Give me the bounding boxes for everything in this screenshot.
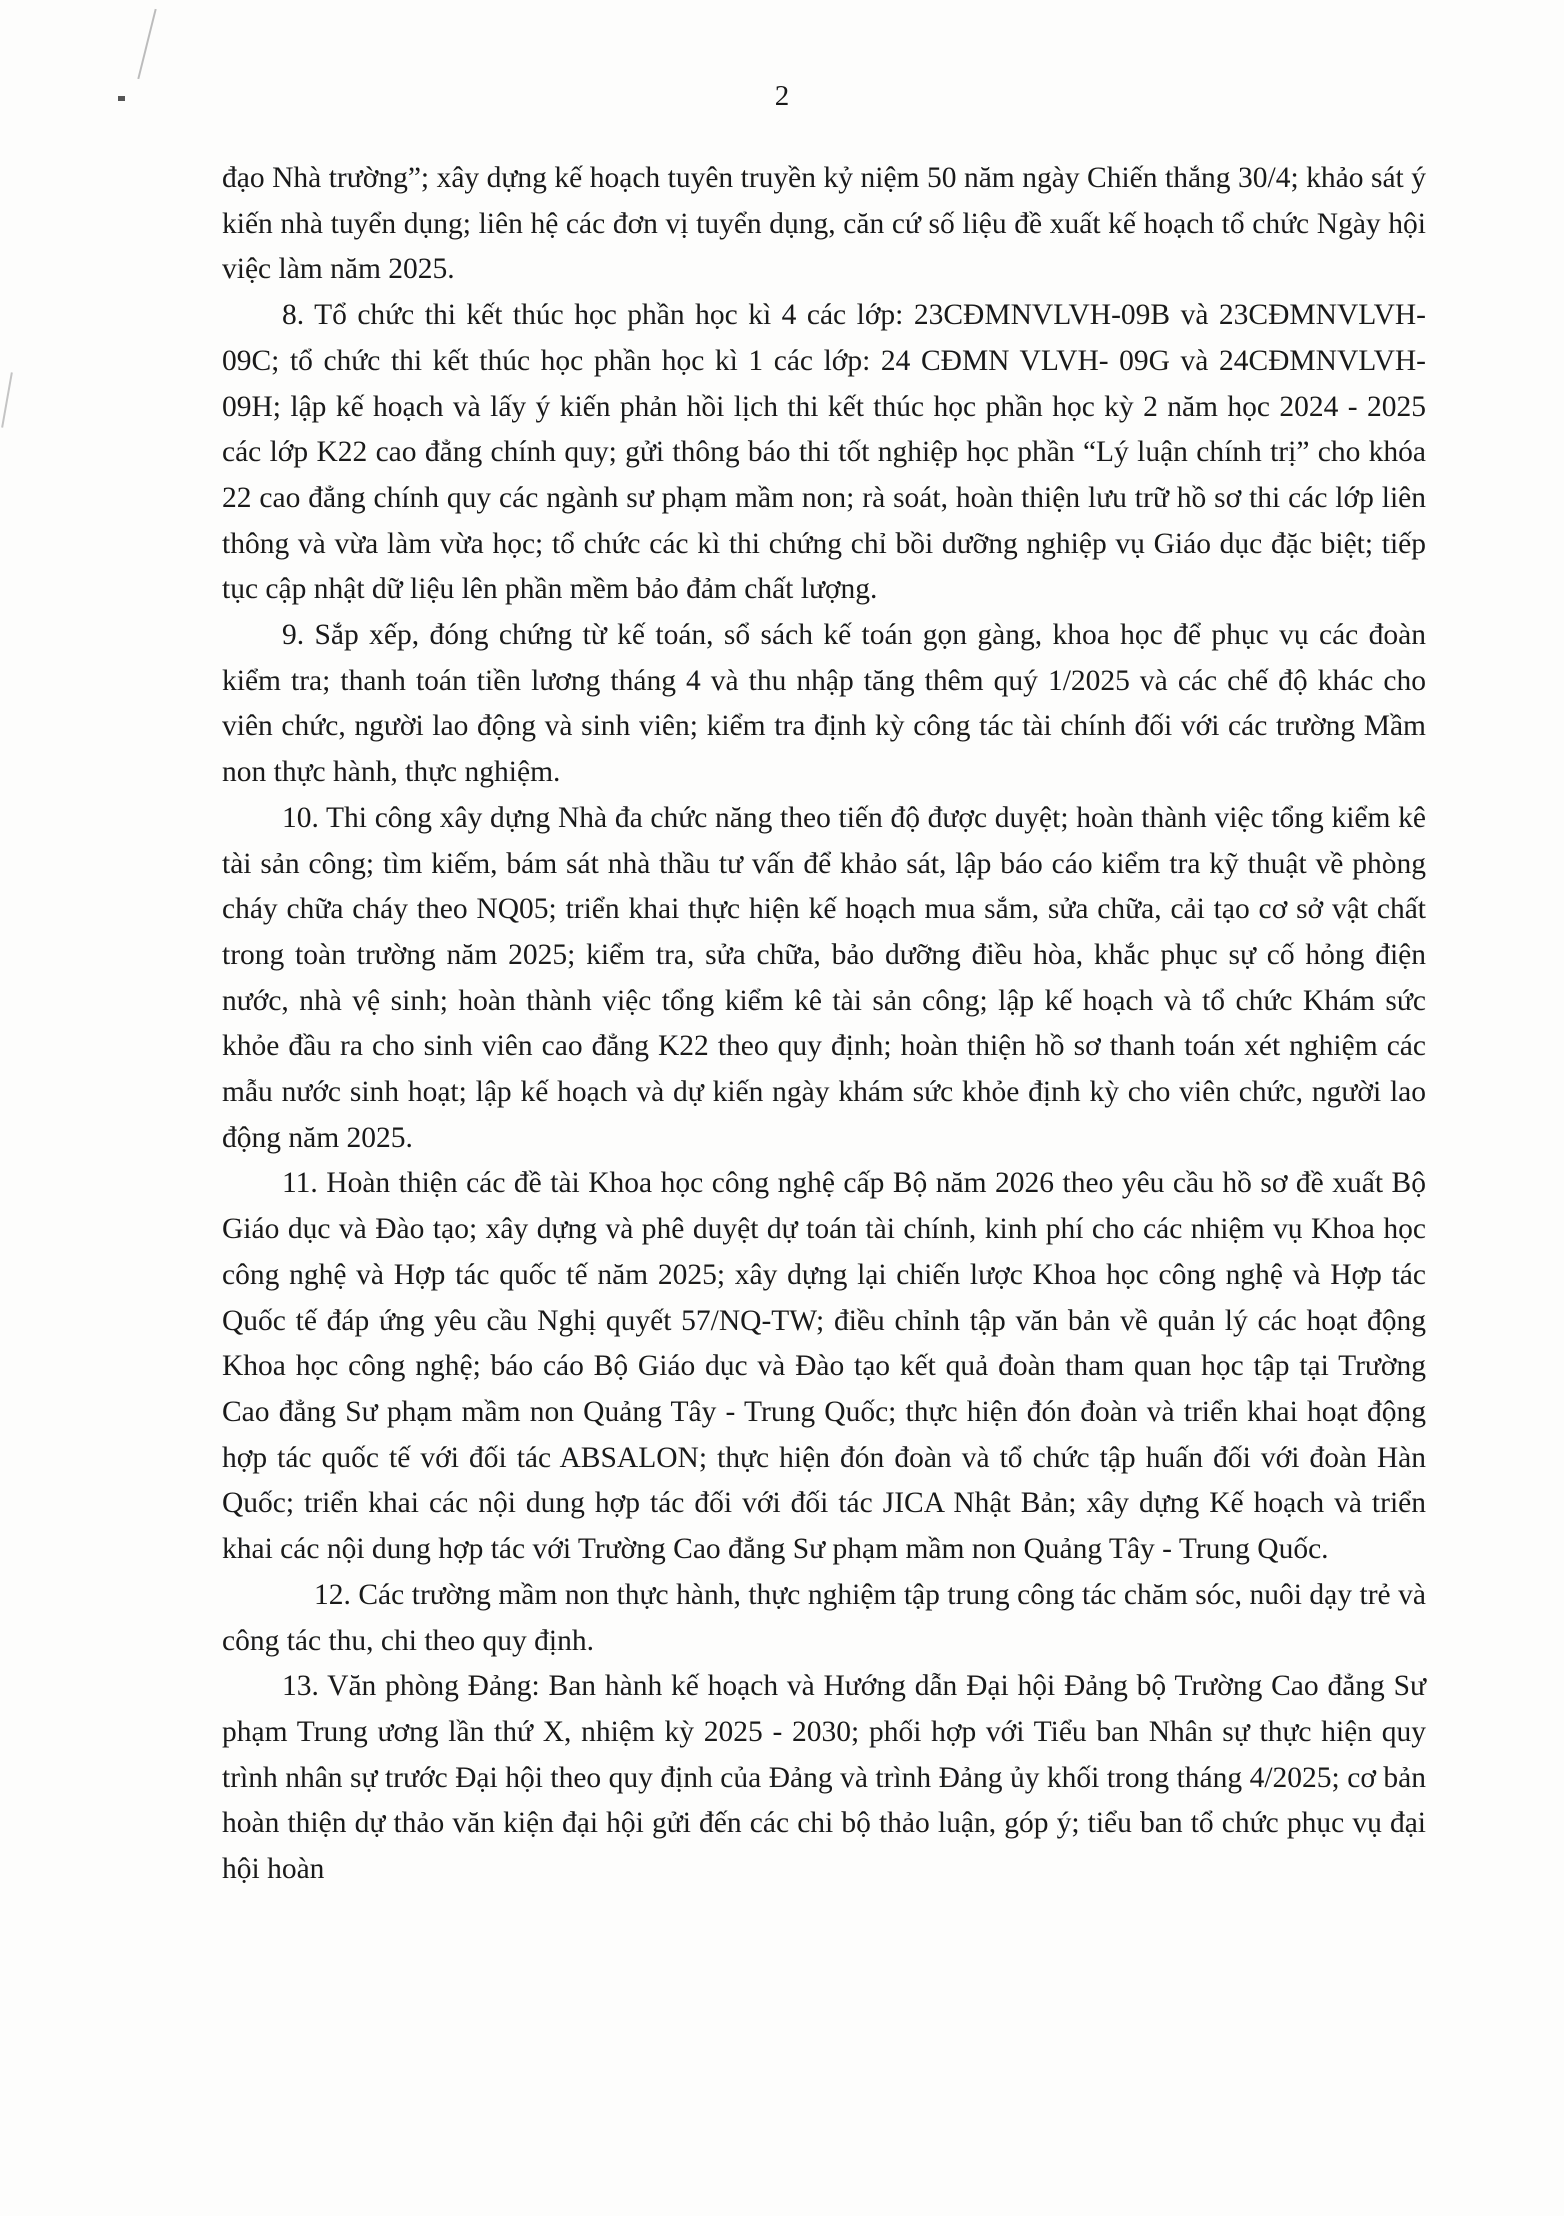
paragraph-item-8: 8. Tổ chức thi kết thúc học phần học kì 4 các lớp: 23CĐMNVLVH-09B và 23CĐMNVLVH-09C; tổ chức thi kết thúc học phần học kì 1 các lớp: 24 CĐMN VLVH- 09G và 24CĐMNVLVH-09H; lập kế hoạch và lấy ý kiến phản hồi lịch thi kết thúc học phần học kỳ 2 năm học 2024 - 2025 các lớp K22 cao đẳng chính quy; gửi thông báo thi tốt nghiệp học phần “Lý luận chính trị” cho khóa 22 cao đẳng chính quy các ngành sư phạm mầm non; rà soát, hoàn thiện lưu trữ hồ sơ thi các lớp liên thông và vừa làm vừa học; tổ chức các kì thi chứng chỉ bồi dưỡng nghiệp vụ Giáo dục đặc biệt; tiếp tục cập nhật dữ liệu lên phần mềm bảo đảm chất lượng.	[222, 299, 1426, 606]
paragraph-item-10: 10. Thi công xây dựng Nhà đa chức năng theo tiến độ được duyệt; hoàn thành việc tổng kiểm kê tài sản công; tìm kiếm, bám sát nhà thầu tư vấn để khảo sát, lập báo cáo kiểm tra kỹ thuật về phòng cháy chữa cháy theo NQ05; triển khai thực hiện kế hoạch mua sắm, sửa chữa, cải tạo cơ sở vật chất trong toàn trường năm 2025; kiểm tra, sửa chữa, bảo dưỡng điều hòa, khắc phục sự cố hỏng điện nước, nhà vệ sinh; hoàn thành việc tổng kiểm kê tài sản công; lập kế hoạch và tổ chức Khám sức khỏe đầu ra cho sinh viên cao đẳng K22 theo quy định; hoàn thiện hồ sơ thanh toán xét nghiệm các mẫu nước sinh hoạt; lập kế hoạch và dự kiến ngày khám sức khỏe định kỳ cho viên chức, người lao động năm 2025.	[222, 801, 1426, 1154]
scan-artifact	[1, 372, 13, 427]
paragraph-item-9: 9. Sắp xếp, đóng chứng từ kế toán, sổ sách kế toán gọn gàng, khoa học để phục vụ các đoàn kiểm tra; thanh toán tiền lương tháng 4 và thu nhập tăng thêm quý 1/2025 và các chế độ khác cho viên chức, người lao động và sinh viên; kiểm tra định kỳ công tác tài chính đối với các trường Mầm non thực hành, thực nghiệm.	[222, 619, 1426, 789]
scan-artifact	[137, 9, 156, 79]
paragraph-item-13: 13. Văn phòng Đảng: Ban hành kế hoạch và Hướng dẫn Đại hội Đảng bộ Trường Cao đẳng Sư phạm Trung ương lần thứ X, nhiệm kỳ 2025 - 2030; phối hợp với Tiểu ban Nhân sự thực hiện quy trình nhân sự trước Đại hội theo quy định của Đảng và trình Đảng ủy khối trong tháng 4/2025; cơ bản hoàn thiện dự thảo văn kiện đại hội gửi đến các chi bộ thảo luận, góp ý; tiểu ban tổ chức phục vụ đại hội hoàn	[222, 1670, 1426, 1886]
paragraph-item-11: 11. Hoàn thiện các đề tài Khoa học công nghệ cấp Bộ năm 2026 theo yêu cầu hồ sơ đề xuất Bộ Giáo dục và Đào tạo; xây dựng và phê duyệt dự toán tài chính, kinh phí cho các nhiệm vụ Khoa học công nghệ và Hợp tác quốc tế năm 2025; xây dựng lại chiến lược Khoa học công nghệ và Hợp tác Quốc tế đáp ứng yêu cầu Nghị quyết 57/NQ-TW; điều chỉnh tập văn bản về quản lý các hoạt động Khoa học công nghệ; báo cáo Bộ Giáo dục và Đào tạo kết quả đoàn tham quan học tập tại Trường Cao đẳng Sư phạm mầm non Quảng Tây - Trung Quốc; thực hiện đón đoàn và triển khai hoạt động hợp tác quốc tế với đối tác ABSALON; thực hiện đón đoàn và tổ chức tập huấn đối với đoàn Hàn Quốc; triển khai các nội dung hợp tác đối với đối tác JICA Nhật Bản; xây dựng Kế hoạch và triển khai các nội dung hợp tác với Trường Cao đẳng Sư phạm mầm non Quảng Tây - Trung Quốc.	[222, 1167, 1426, 1566]
paragraph-item-12: 12. Các trường mầm non thực hành, thực nghiệm tập trung công tác chăm sóc, nuôi dạy trẻ và công tác thu, chi theo quy định.	[222, 1578, 1426, 1657]
paragraph-continuation: đạo Nhà trường”; xây dựng kế hoạch tuyên truyền kỷ niệm 50 năm ngày Chiến thắng 30/4; khảo sát ý kiến nhà tuyển dụng; liên hệ các đơn vị tuyển dụng, căn cứ số liệu đề xuất kế hoạch tổ chức Ngày hội việc làm năm 2025.	[222, 162, 1426, 286]
document-body	[222, 156, 1426, 1893]
page-number: 2	[774, 80, 790, 112]
